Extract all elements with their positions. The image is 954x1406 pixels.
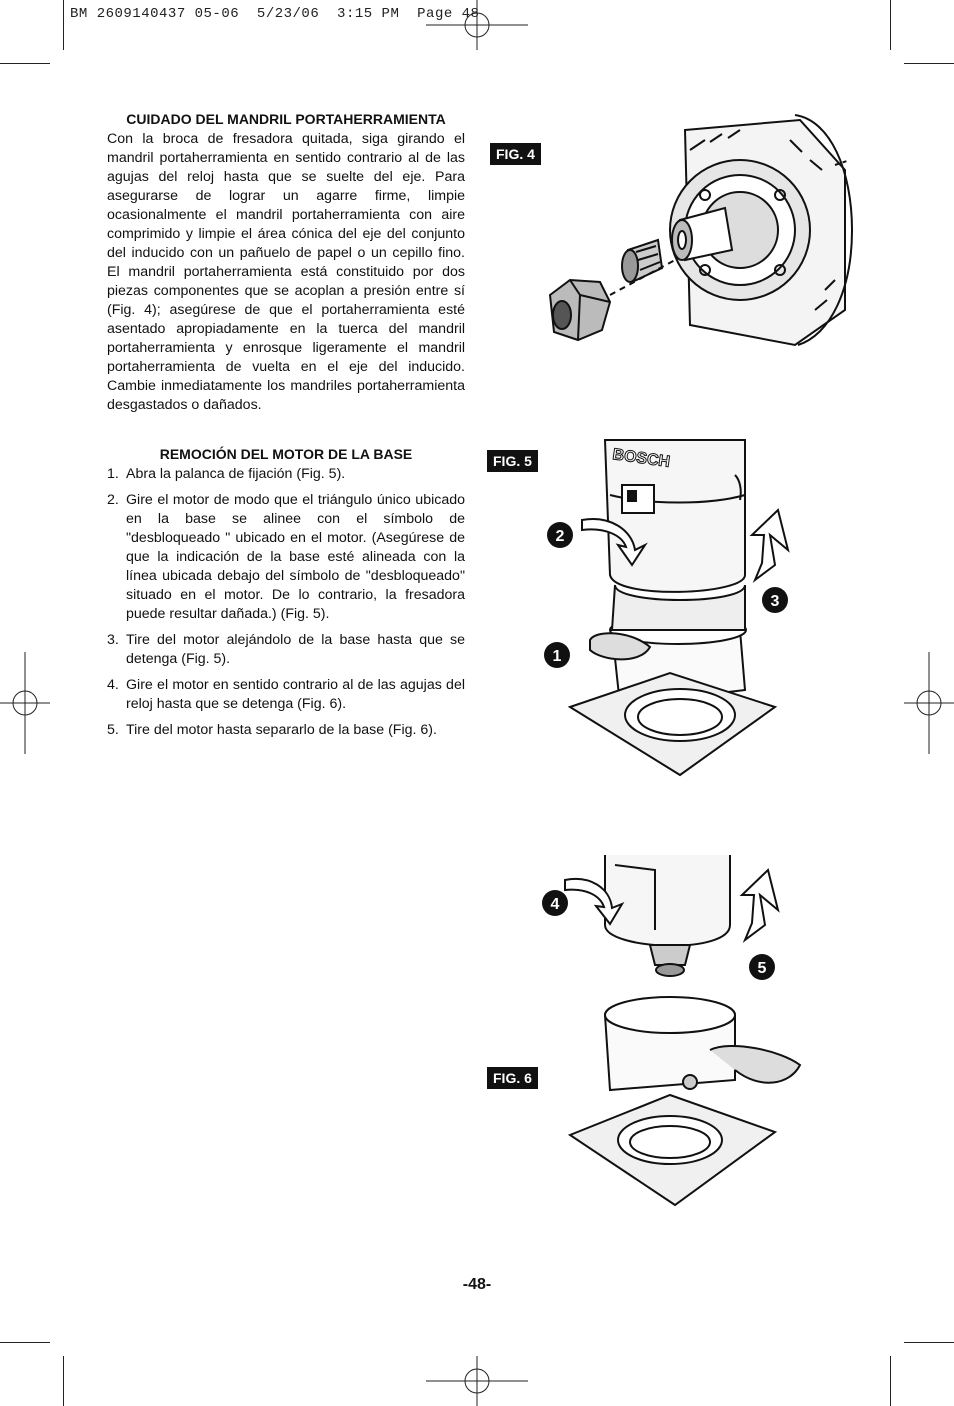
crop-mark [890,0,891,50]
fig4-label: FIG. 4 [490,143,541,165]
steps-list [107,465,465,740]
fig6-router-illustration [560,850,810,1210]
step-number: 3. [107,632,119,648]
step-text: Tire del motor hasta separarlo de la base (Fig. 6). [126,722,437,738]
section-body: Con la broca de fresadora quitada, siga girando el mandril portaherramienta en sentido contrario al de las agujas del reloj hasta que se suelte del eje. Para asegurarse de lograr un agarre firme, limpie ocasionalmente el mandril portaherramienta con aire comprimido y limpie el área cónica del eje del conjunto del inducido con un pañuelo de papel o un cepillo fino. El mandril portaherramienta está constituido por dos piezas componentes que se acoplan a presión entre sí (Fig. 4); asegúrese de que el portaherramienta esté asentado apropiadamente en la tuerca del mandril portaherramienta y enrosque ligeramente el mandril portaherramienta de vuelta en el eje del inducido. Cambie inmediatamente los mandriles portaherramienta desgastados o dañados. [107,131,465,413]
print-slug: BM 2609140437 05-06 5/23/06 3:15 PM Page 48 [70,6,480,22]
step-text: Gire el motor en sentido contrario al de las agujas del reloj hasta que se detenga (Fig. 6). [126,677,465,712]
callout-number: 5 [757,960,767,977]
step-number: 2. [107,492,119,508]
callout-3 [760,585,790,615]
crop-mark [890,1356,891,1406]
registration-mark-left [0,652,50,754]
up-arrow-icon [752,510,788,580]
fig5-label: FIG. 5 [487,450,538,472]
section-collet-care [107,110,465,415]
callout-number: 1 [552,648,562,665]
step-item [107,491,465,624]
callout-number: 2 [555,528,565,545]
step-item [107,631,465,669]
step-text: Tire del motor alejándolo de la base hasta que se detenga (Fig. 5). [126,632,465,667]
step-number: 1. [107,466,119,482]
step-text: Gire el motor de modo que el triángulo único ubicado en la base se alinee con el símbolo de "desbloqueado " ubicado en el motor. (Asegúrese de que la indicación de la base esté alineada con la línea ubicada debajo del símbolo de "desbloqueado" situado en el motor. De lo contrario, la fresadora puede resultar dañada.) (Fig. 5). [126,492,465,622]
fig4-collet-illustration [540,110,860,370]
crop-mark [0,1342,50,1343]
registration-mark-bottom [426,1356,528,1406]
step-item [107,676,465,714]
callout-2 [545,520,575,550]
fig6-label: FIG. 6 [487,1067,538,1089]
crop-mark [904,63,954,64]
crop-mark [63,1356,64,1406]
crop-mark [63,0,64,50]
section-title: REMOCIÓN DEL MOTOR DE LA BASE [159,446,413,462]
step-text: Abra la palanca de fijación (Fig. 5). [126,466,346,482]
fig5-router-illustration [540,435,790,785]
page-number: -48- [462,1276,492,1293]
callout-1 [542,640,572,670]
step-number: 4. [107,677,119,693]
callout-number: 4 [550,896,560,913]
callout-4 [540,888,570,918]
step-item [107,721,465,740]
section-title: CUIDADO DEL MANDRIL PORTAHERRAMIENTA [126,111,446,127]
callout-number: 3 [770,593,780,610]
crop-mark [0,63,50,64]
step-number: 5. [107,722,119,738]
fig5-brand: BOSCH [611,446,672,472]
section-motor-removal [107,445,465,747]
registration-mark-right [904,652,954,754]
step-item [107,465,465,484]
crop-mark [904,1342,954,1343]
callout-5 [747,952,777,982]
up-arrow-icon [742,870,778,940]
